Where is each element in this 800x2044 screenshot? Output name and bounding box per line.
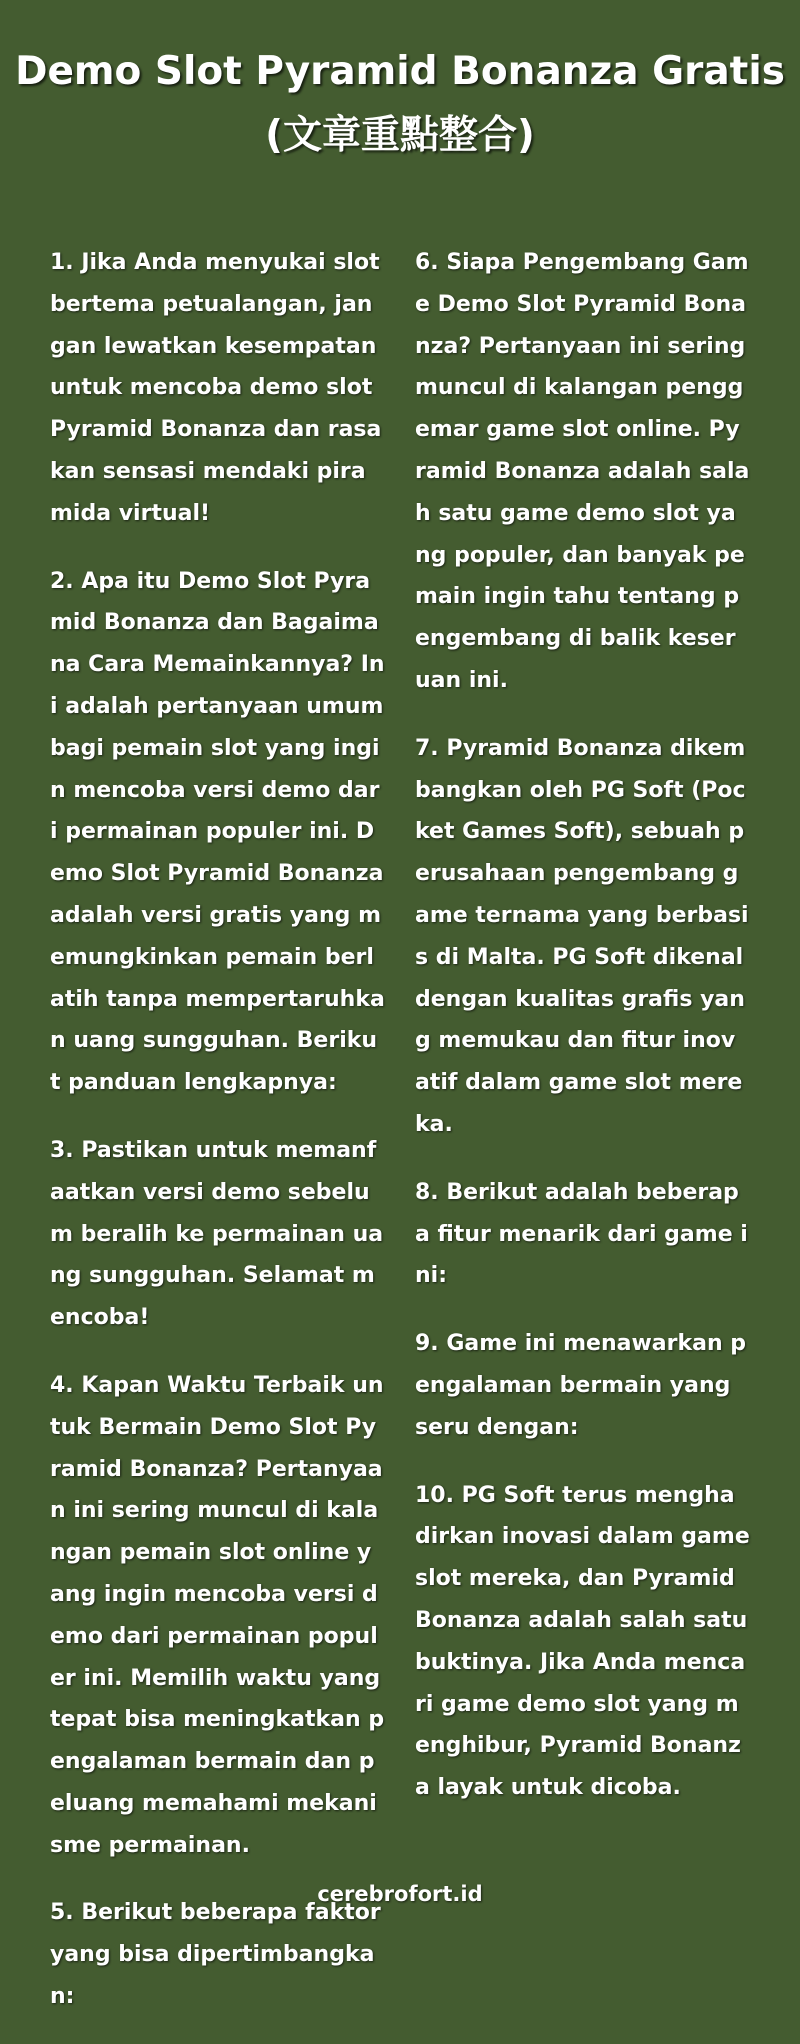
paragraph-2: 2. Apa itu Demo Slot Pyramid Bonanza dan Bagaimana Cara Memainkannya? Ini adalah pertanyaan umum bagi pemain slot yang ingin mencoba versi demo dari permainan populer ini. Demo Slot Pyramid Bonanza adalah versi gratis yang memungkinkan pemain berlatih tanpa mempertaruhkan uang sungguhan. Berikut panduan lengkapnya:	[50, 568, 385, 1096]
paragraph-1: 1. Jika Anda menyukai slot bertema petualangan, jangan lewatkan kesempatan untuk mencoba demo slot Pyramid Bonanza dan rasakan sensasi mendaki piramida virtual!	[50, 250, 382, 526]
paragraph-3: 3. Pastikan untuk memanfaatkan versi demo sebelum beralih ke permainan uang sungguhan. Selamat mencoba!	[50, 1137, 384, 1331]
site-footer: cerebrofort.id	[317, 1882, 483, 1906]
page-title-line-2: (文章重點整合)	[265, 113, 535, 158]
right-column	[415, 242, 750, 2044]
left-column	[50, 242, 385, 2044]
content-columns	[50, 242, 750, 2044]
page-title-line-1: Demo Slot Pyramid Bonanza Gratis	[15, 49, 785, 94]
paragraph-7: 7. Pyramid Bonanza dikembangkan oleh PG Soft (Pocket Games Soft), sebuah perusahaan pengembang game ternama yang berbasis di Malta. PG Soft dikenal dengan kualitas grafis yang memukau dan fitur inovatif dalam game slot mereka.	[415, 735, 749, 1137]
paragraph-8: 8. Berikut adalah beberapa fitur menarik dari game ini:	[415, 1179, 748, 1289]
paragraph-10: 10. PG Soft terus menghadirkan inovasi dalam game slot mereka, dan Pyramid Bonanza adalah salah satu buktinya. Jika Anda mencari game demo slot yang menghibur, Pyramid Bonanza layak untuk dicoba.	[415, 1482, 750, 1801]
paragraph-6: 6. Siapa Pengembang Game Demo Slot Pyramid Bonanza? Pertanyaan ini sering muncul di kalangan penggemar game slot online. Pyramid Bonanza adalah salah satu game demo slot yang populer, dan banyak pemain ingin tahu tentang pengembang di balik keseruan ini.	[415, 250, 750, 693]
paragraph-9: 9. Game ini menawarkan pengalaman bermain yang seru dengan:	[415, 1331, 747, 1440]
page-title	[0, 40, 800, 168]
paragraph-4: 4. Kapan Waktu Terbaik untuk Bermain Demo Slot Pyramid Bonanza? Pertanyaan ini sering muncul di kalangan pemain slot online yang ingin mencoba versi demo dari permainan populer ini. Memilih waktu yang tepat bisa meningkatkan pengalaman bermain dan peluang memahami mekanisme permainan.	[50, 1372, 385, 1858]
paragraph-5: 5. Berikut beberapa faktor yang bisa dipertimbangkan:	[50, 1900, 381, 2010]
